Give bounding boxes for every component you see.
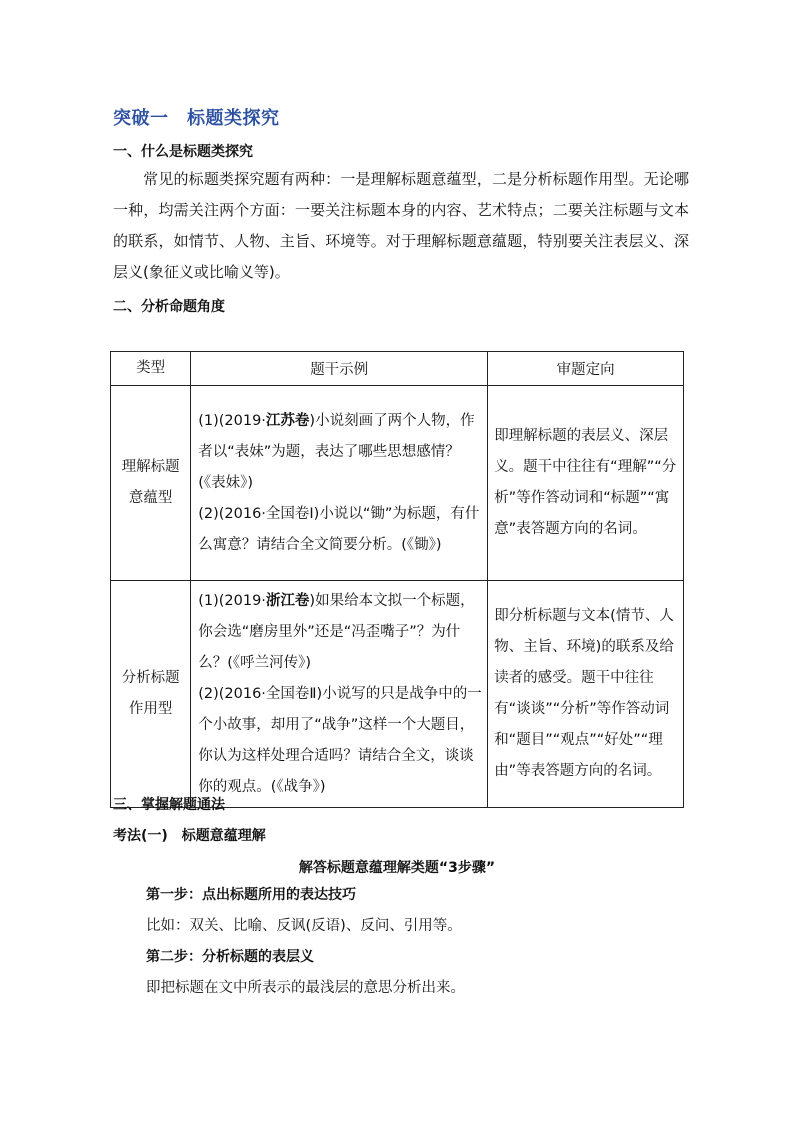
- example-text: )小说刻画了两个人物，作者以“表妹”为题，表达了哪些思想感情？(《表妹》): [198, 412, 475, 491]
- type-label: 作用型: [128, 701, 173, 717]
- example-cell: [191, 386, 488, 581]
- steps-title: 解答标题意蕴理解类题“3步骤”: [298, 860, 496, 876]
- type-label: 理解标题: [121, 459, 180, 475]
- type-cell: [111, 386, 191, 581]
- table-header-type: 类型: [111, 352, 191, 386]
- step2-text: 即把标题在文中所表示的最浅层的意思分析出来。: [146, 980, 465, 996]
- method-heading: 考法(一) 标题意蕴理解: [113, 828, 266, 844]
- table-header-example: 题干示例: [191, 352, 488, 386]
- table-header-row: [111, 352, 684, 386]
- example-1: [198, 586, 482, 679]
- example-text: )如果给本文拟一个标题，你会选“磨房里外”还是“冯歪嘴子”？为什么？(《呼兰河传》): [198, 592, 475, 671]
- type-cell: [111, 581, 191, 808]
- section1-paragraph: [113, 164, 689, 288]
- example-source: (1)(2019·: [198, 592, 266, 609]
- table-row: [111, 581, 684, 808]
- step2-heading: 第二步：分析标题的表层义: [146, 949, 314, 965]
- table-row: [111, 386, 684, 581]
- type-label: 意蕴型: [128, 490, 173, 506]
- example-1: [198, 406, 482, 499]
- section2-heading: 二、分析命题角度: [113, 299, 225, 315]
- example-2: (2)(2016·全国卷Ⅱ)小说写的只是战争中的一个小故事，却用了“战争”这样一个大题目，你认为这样处理合适吗？请结合全文，谈谈你的观点。(《战争》): [198, 685, 482, 795]
- example-source: (1)(2019·: [198, 412, 266, 429]
- step1-heading: 第一步：点出标题所用的表达技巧: [146, 887, 356, 903]
- page-title: 突破一 标题类探究: [113, 108, 280, 129]
- example-2: (2)(2016·全国卷Ⅰ)小说以“锄”为标题，有什么寓意？请结合全文简要分析。(《锄》): [198, 505, 480, 553]
- step1-text: 比如：双关、比喻、反讽(反语)、反问、引用等。: [146, 918, 462, 934]
- table-header-guide: 审题定向: [488, 352, 684, 386]
- example-cell: [191, 581, 488, 808]
- section1-paragraph-text: 常见的标题类探究题有两种：一是理解标题意蕴型，二是分析标题作用型。无论哪一种，均需关注两个方面：一要关注标题本身的内容、艺术特点；二要关注标题与文本的联系，如情节、人物、主旨、环境等。对于理解标题意蕴题，特别要关注表层义、深层义(象征义或比喻义等)。: [113, 170, 689, 281]
- guide-cell: 即理解标题的表层义、深层义。题干中往往有“理解”“分析”等作答动词和“标题”“寓意”表答题方向的名词。: [488, 386, 684, 581]
- guide-cell: 即分析标题与文本(情节、人物、主旨、环境)的联系及给读者的感受。题干中往往有“谈谈”“分析”等作答动词和“题目”“观点”“好处”“理由”等表答题方向的名词。: [488, 581, 684, 808]
- section3-heading: 三、掌握解题通法: [113, 797, 225, 813]
- section1-heading: 一、什么是标题类探究: [113, 144, 253, 160]
- type-label: 分析标题: [121, 670, 180, 686]
- example-source-bold: 江苏卷: [265, 412, 310, 429]
- question-type-table: [110, 351, 684, 808]
- example-source-bold: 浙江卷: [265, 592, 310, 609]
